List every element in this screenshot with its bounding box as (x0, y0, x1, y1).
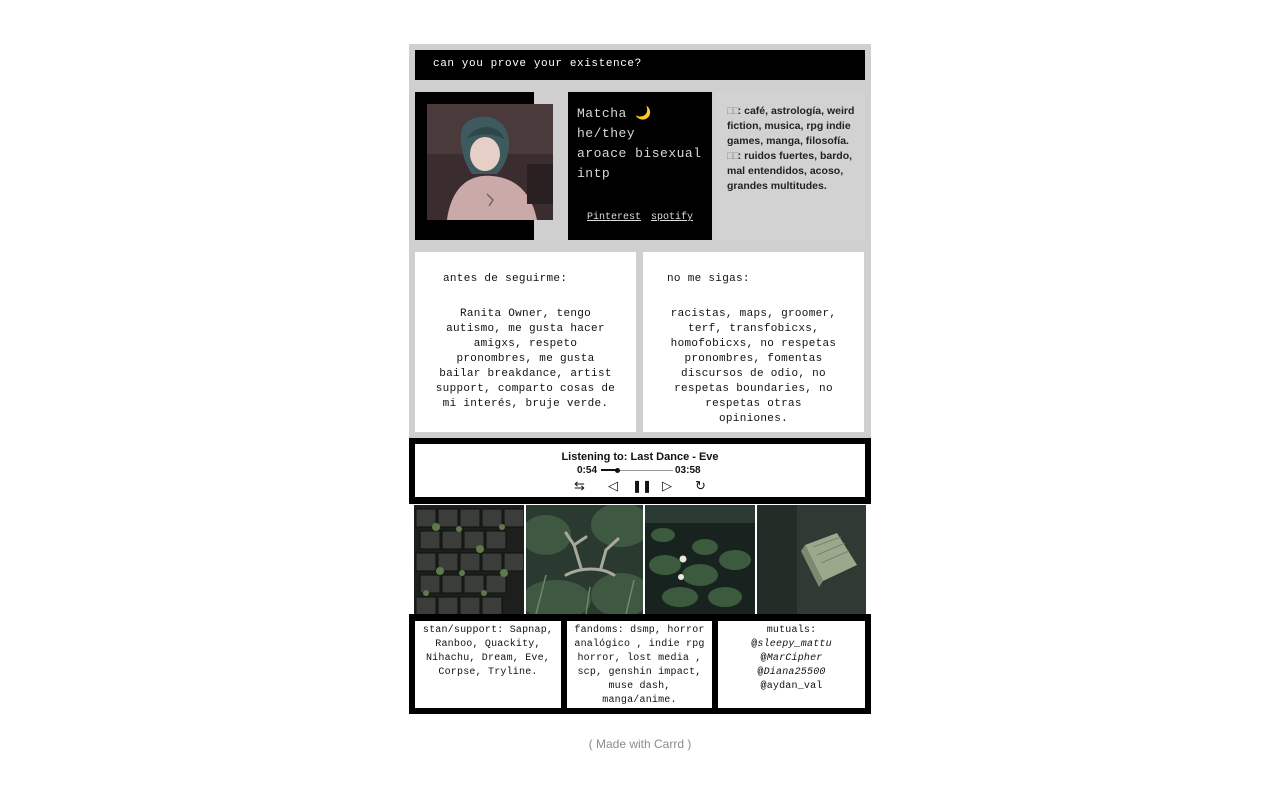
made-with-carrd-link[interactable]: ( Made with Carrd ) (588, 737, 692, 751)
avatar-frame (415, 92, 534, 240)
page-title: can you prove your existence? (415, 50, 865, 80)
photo-lilypads (645, 505, 755, 614)
profile-pronouns: he/they (577, 126, 636, 141)
mutuals-title: mutuals: (766, 625, 817, 636)
stan-line: stan/support: Sapnap, (422, 625, 554, 636)
stan-line: Nihachu, Dream, Eve, (425, 653, 551, 664)
dont-follow-line: pronombres, fomentas (684, 353, 823, 365)
fandoms-line: analógico , indie rpg (574, 639, 705, 650)
mutuals-box (718, 621, 865, 708)
mutual-link[interactable]: @Diana25500 (757, 667, 826, 678)
profile-mbti: intp (577, 166, 611, 181)
dont-follow-line: homofobicxs, no respetas (670, 338, 837, 350)
pinterest-link[interactable]: Pinterest (586, 212, 641, 223)
progress-slider[interactable] (601, 470, 673, 471)
profile-links (568, 212, 712, 223)
before-follow-title: antes de seguirme: (443, 273, 568, 285)
mutual-link[interactable]: @aydan_val (760, 681, 823, 692)
mutual-link[interactable]: @MarCipher (760, 653, 823, 664)
before-follow-line: mi interés, bruje verde. (442, 398, 609, 410)
likes-label: □□ (727, 105, 738, 117)
now-playing: Listening to: Last Dance - Eve (561, 451, 719, 463)
profile-lines (577, 104, 702, 184)
dont-follow-line: opiniones. (718, 413, 788, 425)
before-follow-line: amigxs, respeto (473, 338, 578, 350)
before-follow-line: autismo, me gusta hacer (446, 323, 605, 335)
repeat-icon[interactable]: ↻ (695, 478, 706, 493)
dislikes-text: : ruidos fuertes, bardo, mal entendidos, acoso, grandes multitudes. (727, 150, 853, 192)
stan-line: Ranboo, Quackity, (435, 639, 541, 650)
dont-follow-body (651, 307, 856, 427)
before-follow-line: support, comparto cosas de (435, 383, 616, 395)
dont-follow-title: no me sigas: (667, 273, 750, 285)
before-follow-body (423, 307, 628, 412)
total-time: 03:58 (675, 465, 701, 476)
pause-icon[interactable]: ❚❚ (632, 479, 653, 493)
avatar (427, 104, 553, 220)
likes-text: : café, astrología, weird fiction, musica, rpg indie games, manga, filosofía. (727, 105, 855, 147)
fandoms-line: fandoms: dsmp, horror (574, 625, 705, 636)
dont-follow-line: racistas, maps, groomer, (670, 308, 837, 320)
dont-follow-line: discursos de odio, no (681, 368, 826, 380)
stan-box (415, 621, 561, 708)
before-follow-box (415, 252, 636, 432)
photo-book (757, 505, 866, 614)
before-follow-line: bailar breakdance, artist (439, 368, 612, 380)
dislikes-label: □□ (727, 150, 738, 162)
current-time: 0:54 (577, 465, 598, 476)
next-icon[interactable]: ▷ (662, 478, 672, 493)
music-player (415, 444, 865, 497)
prev-icon[interactable]: ◁ (608, 478, 618, 493)
stan-line: Corpse, Tryline. (438, 667, 538, 678)
dont-follow-line: terf, transfobicxs, (687, 323, 820, 335)
dont-follow-line: respetas boundaries, no (674, 383, 833, 395)
shuffle-icon[interactable]: ⇆ (574, 478, 585, 493)
photo-forest-skull (526, 505, 643, 614)
spotify-link[interactable]: spotify (651, 212, 694, 223)
dont-follow-line: respetas otras (705, 398, 802, 410)
mutual-link[interactable]: @sleepy_mattu (751, 639, 832, 650)
dont-follow-box (643, 252, 864, 432)
fandoms-line: horror, lost media , (577, 653, 702, 664)
fandoms-line: muse dash, (608, 681, 671, 692)
fandoms-box (567, 621, 712, 708)
profile-info (568, 92, 712, 240)
fandoms-line: manga/anime. (602, 695, 677, 706)
before-follow-line: pronombres, me gusta (456, 353, 595, 365)
profile-orientation: aroace bisexual (577, 146, 702, 161)
progress-knob[interactable] (615, 468, 620, 473)
fandoms-line: scp, genshin impact, (577, 667, 702, 678)
before-follow-line: Ranita Owner, tengo (459, 308, 592, 320)
photo-keyboard-plants (414, 505, 524, 614)
likes-dislikes (716, 92, 865, 240)
profile-name: Matcha 🌙 (577, 106, 652, 121)
